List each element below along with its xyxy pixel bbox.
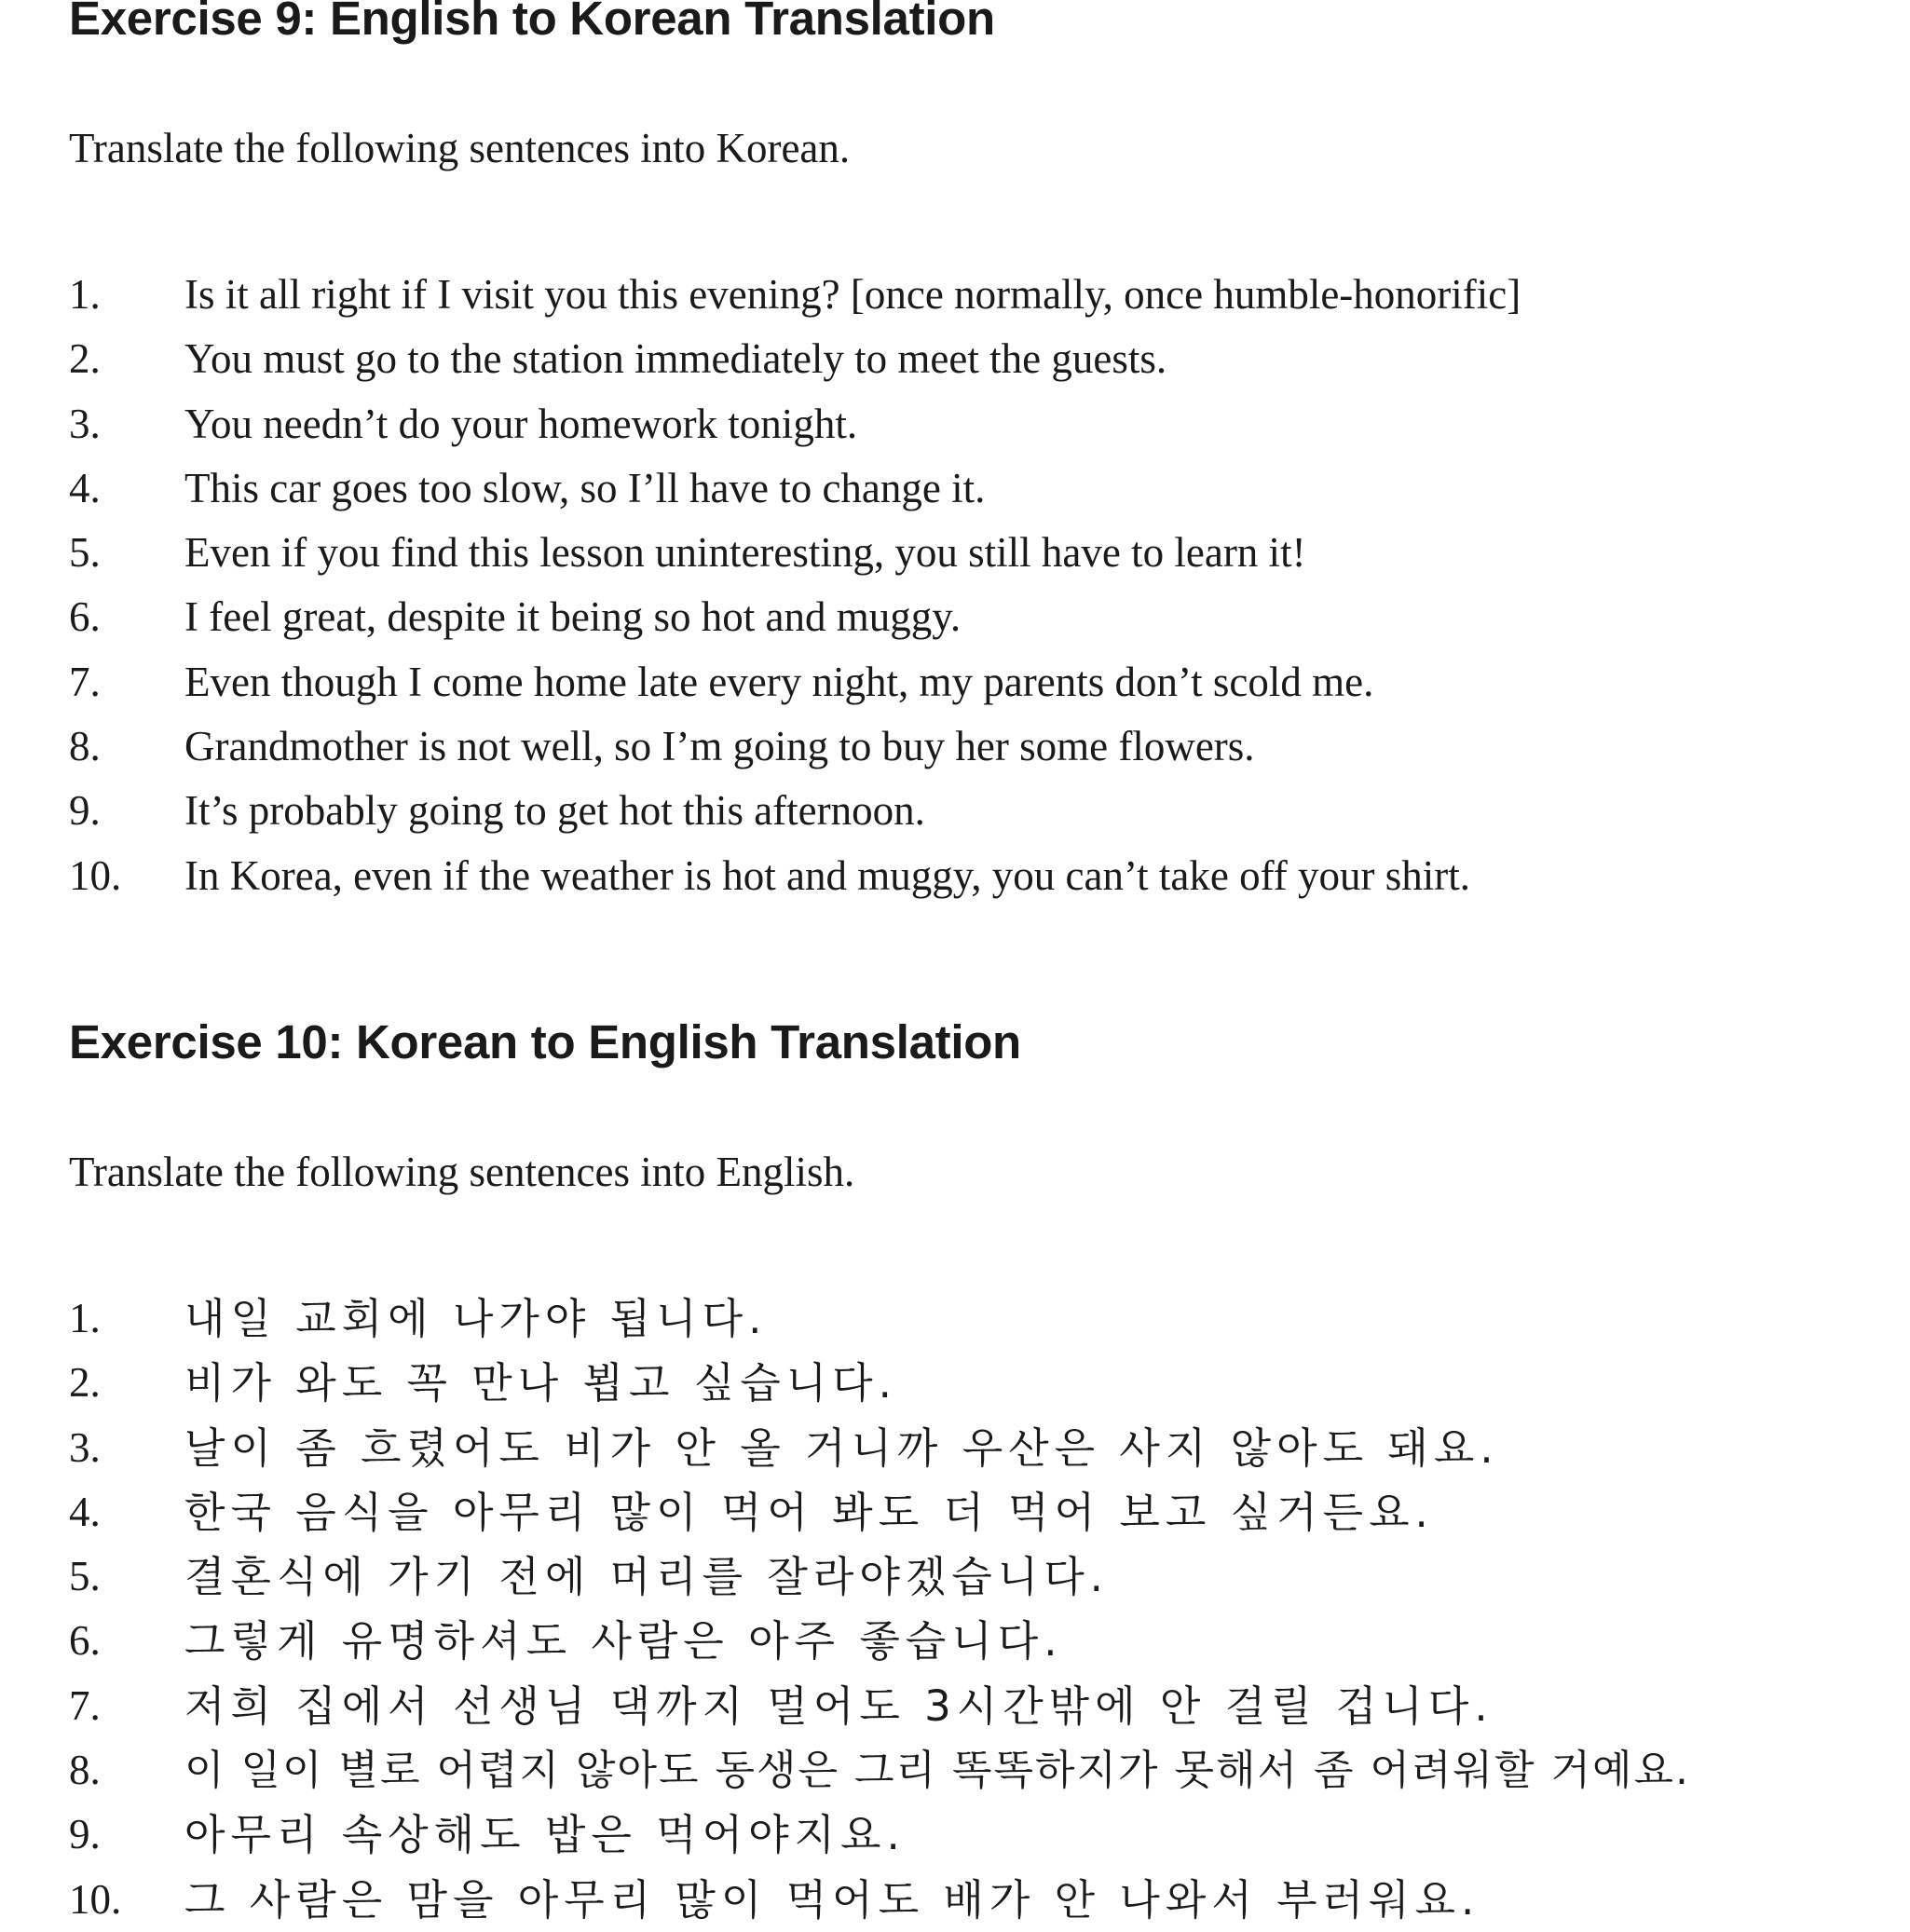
item-text: 저희 집에서 선생님 댁까지 멀어도 3시간밖에 안 걸릴 겁니다. [184,1680,1494,1731]
list-item [69,844,1876,908]
list-item [69,392,1876,456]
item-text: 그렇게 유명하셔도 사람은 아주 좋습니다. [184,1616,1063,1667]
item-number: 4. [69,1488,101,1535]
list-item [69,521,1876,585]
item-text: Is it all right if I visit you this evening? [once normally, once humble-honorific] [184,271,1521,318]
item-text: 이 일이 별로 어렵지 않아도 동생은 그리 똑똑하지가 못해서 좀 어려워할 거예요. [184,1747,1690,1795]
item-number: 7. [69,658,101,705]
exercise-9-section [69,0,1876,908]
item-number: 5. [69,1553,101,1600]
item-number: 10. [69,1875,122,1923]
item-number: 6. [69,593,101,641]
list-item [69,456,1876,521]
item-number: 5. [69,529,101,577]
item-number: 1. [69,271,101,318]
exercise-10-title: Exercise 10: Korean to English Translation [69,1015,1021,1068]
item-text: 비가 와도 꼭 만나 뵙고 싶습니다. [184,1358,897,1408]
list-item [69,1738,1876,1803]
item-number: 7. [69,1681,101,1729]
item-text: Grandmother is not well, so I’m going to buy her some flowers. [184,723,1255,770]
item-text: Even though I come home late every night, my parents don’t scold me. [184,658,1374,705]
item-number: 8. [69,1747,101,1794]
list-item [69,1416,1876,1480]
item-text: You must go to the station immediately to meet the guests. [184,335,1167,383]
item-number: 3. [69,400,101,447]
item-number: 3. [69,1423,101,1471]
item-text: 내일 교회에 나가야 됩니다. [184,1294,768,1343]
item-text: It’s probably going to get hot this afternoon. [184,787,925,835]
list-item [69,1351,1876,1415]
list-item [69,1868,1876,1932]
item-text: 결혼식에 가기 전에 머리를 잘라야겠습니다. [184,1552,1109,1602]
item-number: 8. [69,723,101,770]
item-text: You needn’t do your homework tonight. [184,400,858,447]
list-item [69,1286,1876,1351]
exercise-10-list [69,1286,1876,1932]
exercise-9-list [69,263,1876,908]
item-number: 10. [69,851,122,899]
exercise-9-title: Exercise 9: English to Korean Translation [69,0,995,45]
item-text: Even if you find this lesson uninteresting, you still have to learn it! [184,529,1306,577]
item-text: 날이 좀 흐렸어도 비가 안 올 거니까 우산은 사지 않아도 돼요. [184,1422,1499,1473]
item-number: 9. [69,1811,101,1858]
item-text: In Korea, even if the weather is hot and muggy, you can’t take off your shirt. [184,851,1471,899]
item-number: 9. [69,787,101,835]
list-item [69,650,1876,714]
exercise-9-instruction: Translate the following sentences into Korean. [69,125,851,171]
list-item [69,1674,1876,1738]
list-item [69,585,1876,649]
item-number: 2. [69,335,101,383]
item-text: 한국 음식을 아무리 많이 먹어 봐도 더 먹어 보고 싶거든요. [184,1487,1434,1537]
item-text: I feel great, despite it being so hot and muggy. [184,593,962,641]
item-number: 6. [69,1617,101,1665]
item-number: 2. [69,1359,101,1407]
list-item [69,714,1876,779]
exercise-10-section [69,1015,1876,1932]
item-text: 그 사람은 맘을 아무리 많이 먹어도 배가 안 나와서 부러워요. [184,1874,1480,1925]
exercise-10-instruction: Translate the following sentences into English. [69,1149,855,1195]
item-number: 4. [69,464,101,511]
list-item [69,1609,1876,1673]
list-item [69,1803,1876,1867]
item-text: 아무리 속상해도 밥은 먹어야지요. [184,1810,906,1860]
list-item [69,1544,1876,1609]
item-text: This car goes too slow, so I’ll have to change it. [184,464,986,511]
list-item [69,263,1876,327]
list-item [69,1480,1876,1544]
list-item [69,327,1876,391]
item-number: 1. [69,1295,101,1341]
list-item [69,779,1876,843]
